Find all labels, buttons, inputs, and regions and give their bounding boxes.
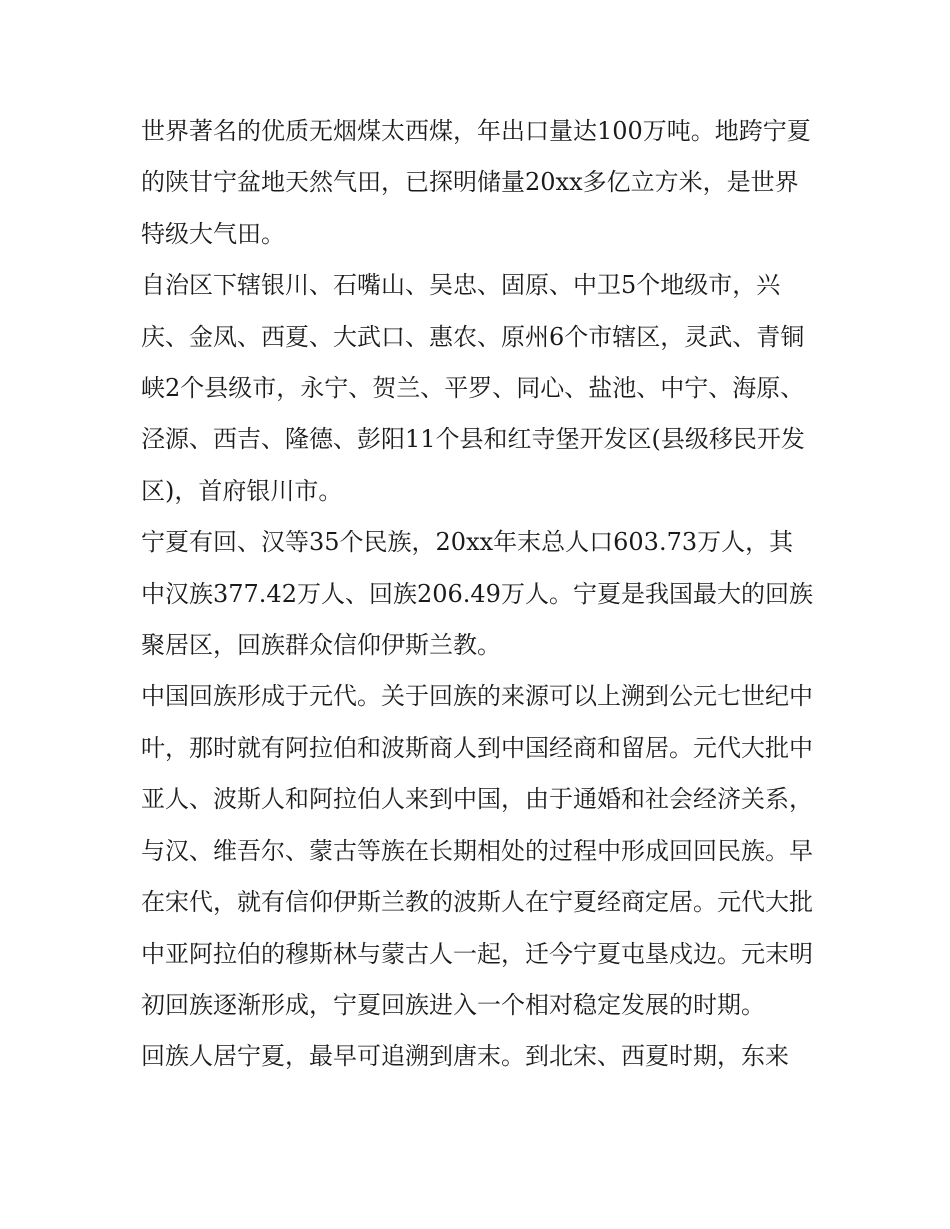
paragraph-hui-origin: 中国回族形成于元代。关于回族的来源可以上溯到公元七世纪中叶，那时就有阿拉伯和波斯商人到中国经商和留居。元代大批中亚人、波斯人和阿拉伯人来到中国，由于通婚和社会经济关系，与汉、维吾尔、蒙古等族在长期相处的过程中形成回回民族。早在宋代，就有信仰伊斯兰教的波斯人在宁夏经商定居。元代大批中亚阿拉伯的穆斯林与蒙古人一起，迁今宁夏屯垦戍边。元末明初回族逐渐形成，宁夏回族进入一个相对稳定发展的时期。 [141,682,813,1019]
paragraph-population: 宁夏有回、汉等35个民族，20xx年末总人口603.73万人，其中汉族377.42万人、回族206.49万人。宁夏是我国最大的回族聚居区，回族群众信仰伊斯兰教。 [141,528,813,660]
paragraph-hui-settlement: 回族人居宁夏，最早可追溯到唐末。到北宋、西夏时期，东来 [141,1042,789,1071]
paragraph-coal-gas: 世界著名的优质无烟煤太西煤，年出口量达100万吨。地跨宁夏的陕甘宁盆地天然气田，已探明储量20xx多亿立方米，是世界特级大气田。 [141,117,811,248]
document-body [141,106,813,1083]
paragraph-administrative-divisions: 自治区下辖银川、石嘴山、吴忠、固原、中卫5个地级市，兴庆、金凤、西夏、大武口、惠农、原州6个市辖区，灵武、青铜峡2个县级市，永宁、贺兰、平罗、同心、盐池、中宁、海原、泾源、西吉、隆德、彭阳11个县和红寺堡开发区(县级移民开发区)，首府银川市。 [141,271,805,505]
